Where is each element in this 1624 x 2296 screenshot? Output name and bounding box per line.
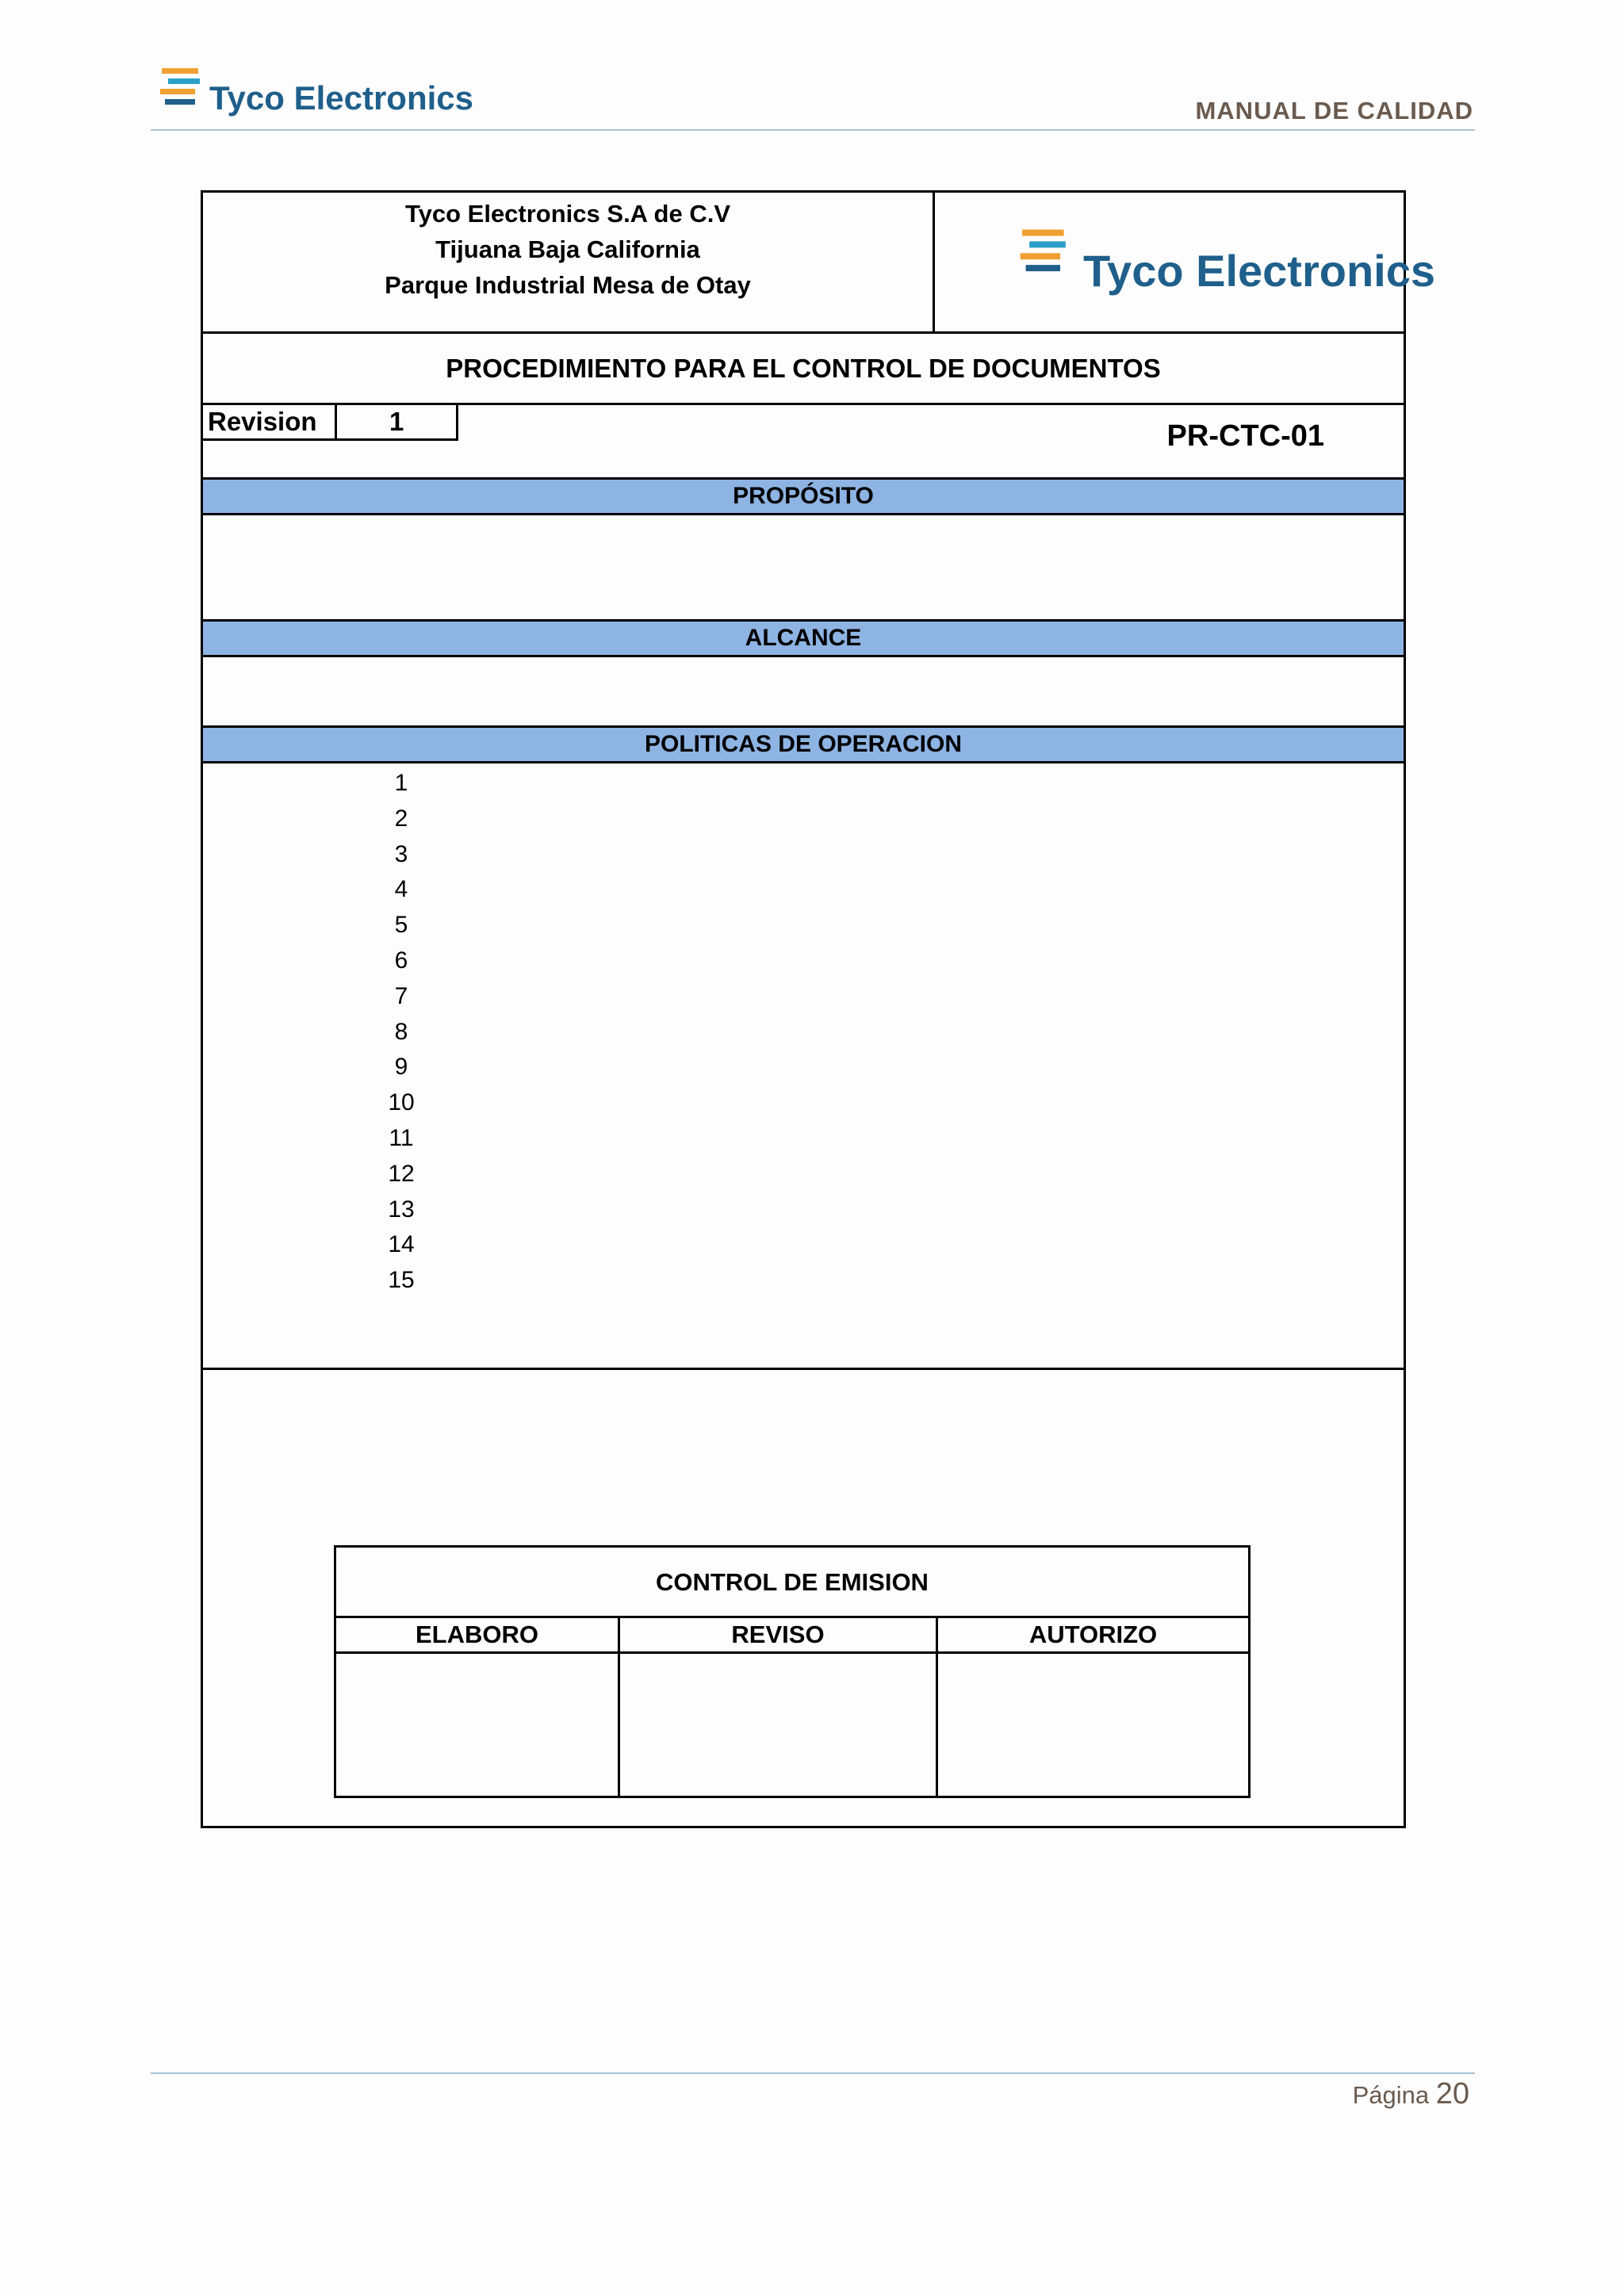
list-item: 8 <box>394 1018 408 1045</box>
list-item: 4 <box>394 876 408 903</box>
tyco-logo-icon <box>1020 226 1075 277</box>
list-item: 10 <box>388 1089 415 1116</box>
list-item: 5 <box>394 912 408 939</box>
company-city: Tijuana Baja California <box>435 235 700 263</box>
column-header-autorizo: AUTORIZO <box>1028 1621 1158 1648</box>
header-logo <box>160 63 493 127</box>
list-item: 9 <box>394 1054 408 1081</box>
manual-title: MANUAL DE CALIDAD <box>1195 97 1473 124</box>
form-logo-text: Tyco Electronics <box>1083 246 1436 296</box>
header-divider <box>151 129 1475 131</box>
section-policies-header: POLITICAS DE OPERACION <box>203 725 1404 763</box>
document-code: PR-CTC-01 <box>1166 419 1324 453</box>
emission-control-table <box>334 1545 1251 1798</box>
section-purpose-header: PROPÓSITO <box>203 477 1404 515</box>
header-brand-text: Tyco Electronics <box>209 79 474 117</box>
form-logo <box>1020 226 1436 305</box>
company-name: Tyco Electronics S.A de C.V <box>404 200 730 228</box>
page-number <box>1353 2077 1469 2111</box>
list-item: 13 <box>388 1196 415 1223</box>
list-item: 11 <box>389 1124 414 1151</box>
procedure-title: PROCEDIMIENTO PARA EL CONTROL DE DOCUMENTOS <box>446 354 1161 383</box>
list-item: 6 <box>394 947 408 974</box>
row-divider <box>203 1368 1404 1370</box>
table-column-divider <box>618 1616 620 1797</box>
tyco-logo-icon <box>160 65 208 109</box>
section-scope-header: ALCANCE <box>203 619 1404 657</box>
revision-box <box>203 405 458 441</box>
list-item: 1 <box>394 770 408 796</box>
column-header-elaboro: ELABORO <box>416 1621 538 1648</box>
revision-separator <box>335 405 337 438</box>
page-number-value: 20 <box>1435 2077 1469 2110</box>
revision-value: 1 <box>389 407 404 436</box>
column-header-reviso: REVISO <box>731 1621 825 1648</box>
page-label: Página <box>1352 2081 1430 2109</box>
list-item: 2 <box>394 805 408 832</box>
footer-divider <box>151 2072 1475 2074</box>
emission-control-title: CONTROL DE EMISION <box>656 1568 929 1596</box>
list-item: 14 <box>388 1231 415 1258</box>
company-park: Parque Industrial Mesa de Otay <box>385 271 751 299</box>
list-item: 15 <box>388 1267 415 1294</box>
revision-label: Revision <box>208 407 317 436</box>
list-item: 12 <box>388 1160 415 1187</box>
company-info <box>203 193 933 334</box>
procedure-form <box>201 190 1436 1828</box>
policy-number-list <box>385 766 417 1299</box>
table-column-divider <box>936 1616 938 1797</box>
list-item: 7 <box>394 982 408 1009</box>
header-divider-vertical <box>933 193 935 334</box>
list-item: 3 <box>394 840 408 867</box>
